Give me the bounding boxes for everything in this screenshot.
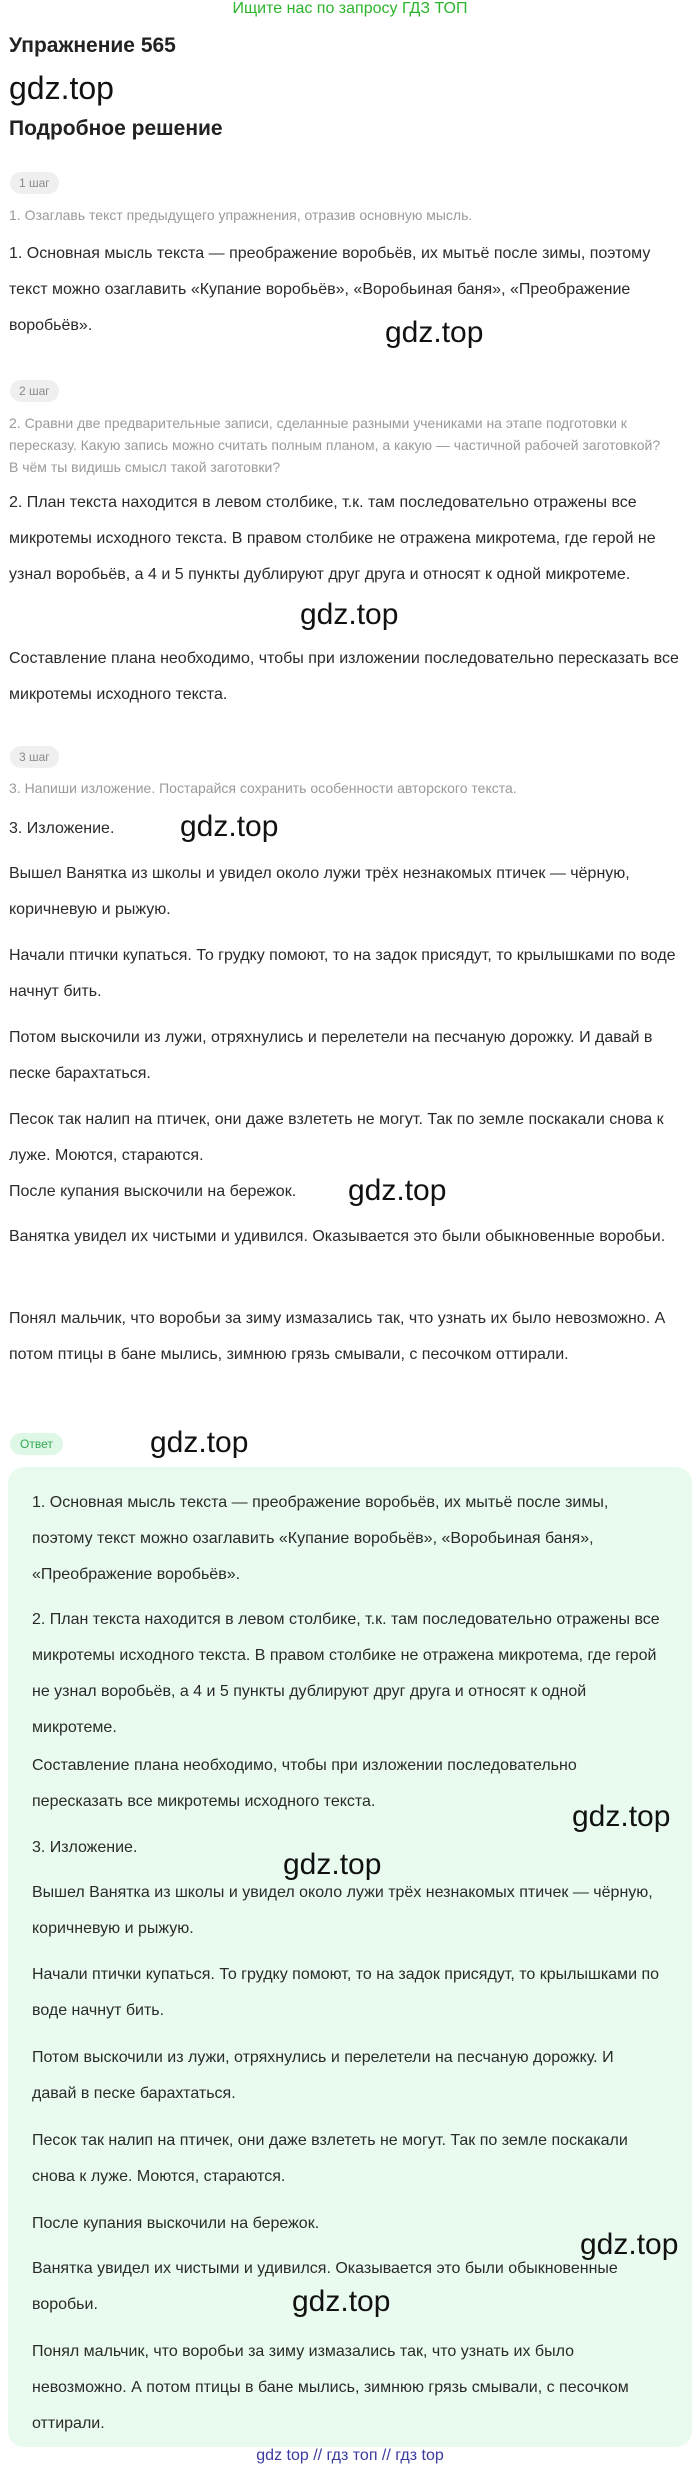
step-paragraph: Составление плана необходимо, чтобы при изложении последовательно пересказать все микротемы исходного текста.	[9, 650, 679, 703]
answer-paragraph: Песок так налип на птичек, они даже взлететь не могут. Так по земле поскакали снова к луже. Моются, стараются.	[32, 2132, 628, 2185]
answer-paragraph: 3. Изложение.	[32, 1839, 138, 1856]
step-task: 2. Сравни две предварительные записи, сделанные разными учениками на этапе подготовки к пересказу. Какую запись можно считать полным планом, а какую — частичной рабочей заготовкой? В чём ты видишь смысл такой заготовки?	[9, 415, 661, 475]
watermark: gdz.top	[385, 316, 484, 349]
answer-paragraph: 1. Основная мысль текста — преображение воробьёв, их мытьё после зимы, поэтому текст можно озаглавить «Купание воробьёв», «Воробьиная баня», «Преображение воробьёв».	[32, 1494, 609, 1583]
footer-links[interactable]: gdz top // гдз топ // гдз top	[256, 2447, 444, 2464]
watermark: gdz.top	[292, 2285, 391, 2318]
watermark: gdz.top	[9, 70, 114, 106]
step-badge: 1 шаг	[10, 172, 59, 194]
step-task: 3. Напиши изложение. Постарайся сохранить особенности авторского текста.	[9, 780, 517, 796]
watermark: gdz.top	[572, 1800, 671, 1833]
step-badge: 2 шаг	[10, 380, 59, 402]
answer-paragraph: Ванятка увидел их чистыми и удивился. Оказывается это были обыкновенные воробьи.	[32, 2260, 618, 2313]
step-paragraph: Начали птички купаться. То грудку помоют, то на задок присядут, то крылышками по воде начнут бить.	[9, 947, 676, 1000]
step-paragraph: 3. Изложение.	[9, 820, 115, 837]
watermark: gdz.top	[283, 1848, 382, 1881]
step-paragraph: Ванятка увидел их чистыми и удивился. Оказывается это были обыкновенные воробьи.	[9, 1228, 666, 1245]
answer-paragraph: После купания выскочили на бережок.	[32, 2215, 320, 2232]
step-task: 1. Озаглавь текст предыдущего упражнения, отразив основную мысль.	[9, 207, 473, 223]
answer-paragraph: Составление плана необходимо, чтобы при изложении последовательно пересказать все микротемы исходного текста.	[32, 1757, 577, 1810]
step-paragraph: Песок так налип на птичек, они даже взлететь не могут. Так по земле поскакали снова к луже. Моются, стараются.	[9, 1111, 664, 1164]
step-paragraph: 2. План текста находится в левом столбике, т.к. там последовательно отражены все микротемы исходного текста. В правом столбике не отражена микротема, где герой не узнал воробьёв, а 4 и 5 пункты дублируют друг друга и относят к одной микротеме.	[9, 494, 656, 583]
section-title: Подробное решение	[9, 117, 223, 140]
answer-paragraph: Потом выскочили из лужи, отряхнулись и перелетели на песчаную дорожку. И давай в песке барахтаться.	[32, 2049, 614, 2102]
answer-paragraph: 2. План текста находится в левом столбике, т.к. там последовательно отражены все микротемы исходного текста. В правом столбике не отражена микротема, где герой не узнал воробьёв, а 4 и 5 пункты дублируют друг друга и относят к одной микротеме.	[32, 1611, 660, 1736]
answer-paragraph: Понял мальчик, что воробьи за зиму измазались так, что узнать их было невозможно. А потом птицы в бане мылись, зимнюю грязь смывали, с песочком оттирали.	[32, 2343, 629, 2432]
watermark: gdz.top	[150, 1426, 249, 1459]
step-paragraph: Потом выскочили из лужи, отряхнулись и перелетели на песчаную дорожку. И давай в песке барахтаться.	[9, 1029, 653, 1082]
page-title: Упражнение 565	[9, 34, 176, 57]
step-badge: 3 шаг	[10, 746, 59, 768]
step-paragraph: 1. Основная мысль текста — преображение воробьёв, их мытьё после зимы, поэтому текст можно озаглавить «Купание воробьёв», «Воробьиная баня», «Преображение воробьёв».	[9, 245, 651, 334]
watermark: gdz.top	[580, 2228, 679, 2261]
watermark: gdz.top	[348, 1174, 447, 1207]
step-paragraph: После купания выскочили на бережок.	[9, 1183, 297, 1200]
promo-link[interactable]: Ищите нас по запросу ГДЗ ТОП	[232, 0, 468, 17]
step-paragraph: Понял мальчик, что воробьи за зиму измазались так, что узнать их было невозможно. А потом птицы в бане мылись, зимнюю грязь смывали, с песочком оттирали.	[9, 1310, 666, 1363]
answer-paragraph: Начали птички купаться. То грудку помоют, то на задок присядут, то крылышками по воде начнут бить.	[32, 1966, 660, 2019]
answer-badge: Ответ	[10, 1433, 63, 1455]
watermark: gdz.top	[180, 810, 279, 843]
step-paragraph: Вышел Ванятка из школы и увидел около лужи трёх незнакомых птичек — чёрную, коричневую и рыжую.	[9, 865, 630, 918]
watermark: gdz.top	[300, 598, 399, 631]
answer-paragraph: Вышел Ванятка из школы и увидел около лужи трёх незнакомых птичек — чёрную, коричневую и рыжую.	[32, 1884, 653, 1937]
